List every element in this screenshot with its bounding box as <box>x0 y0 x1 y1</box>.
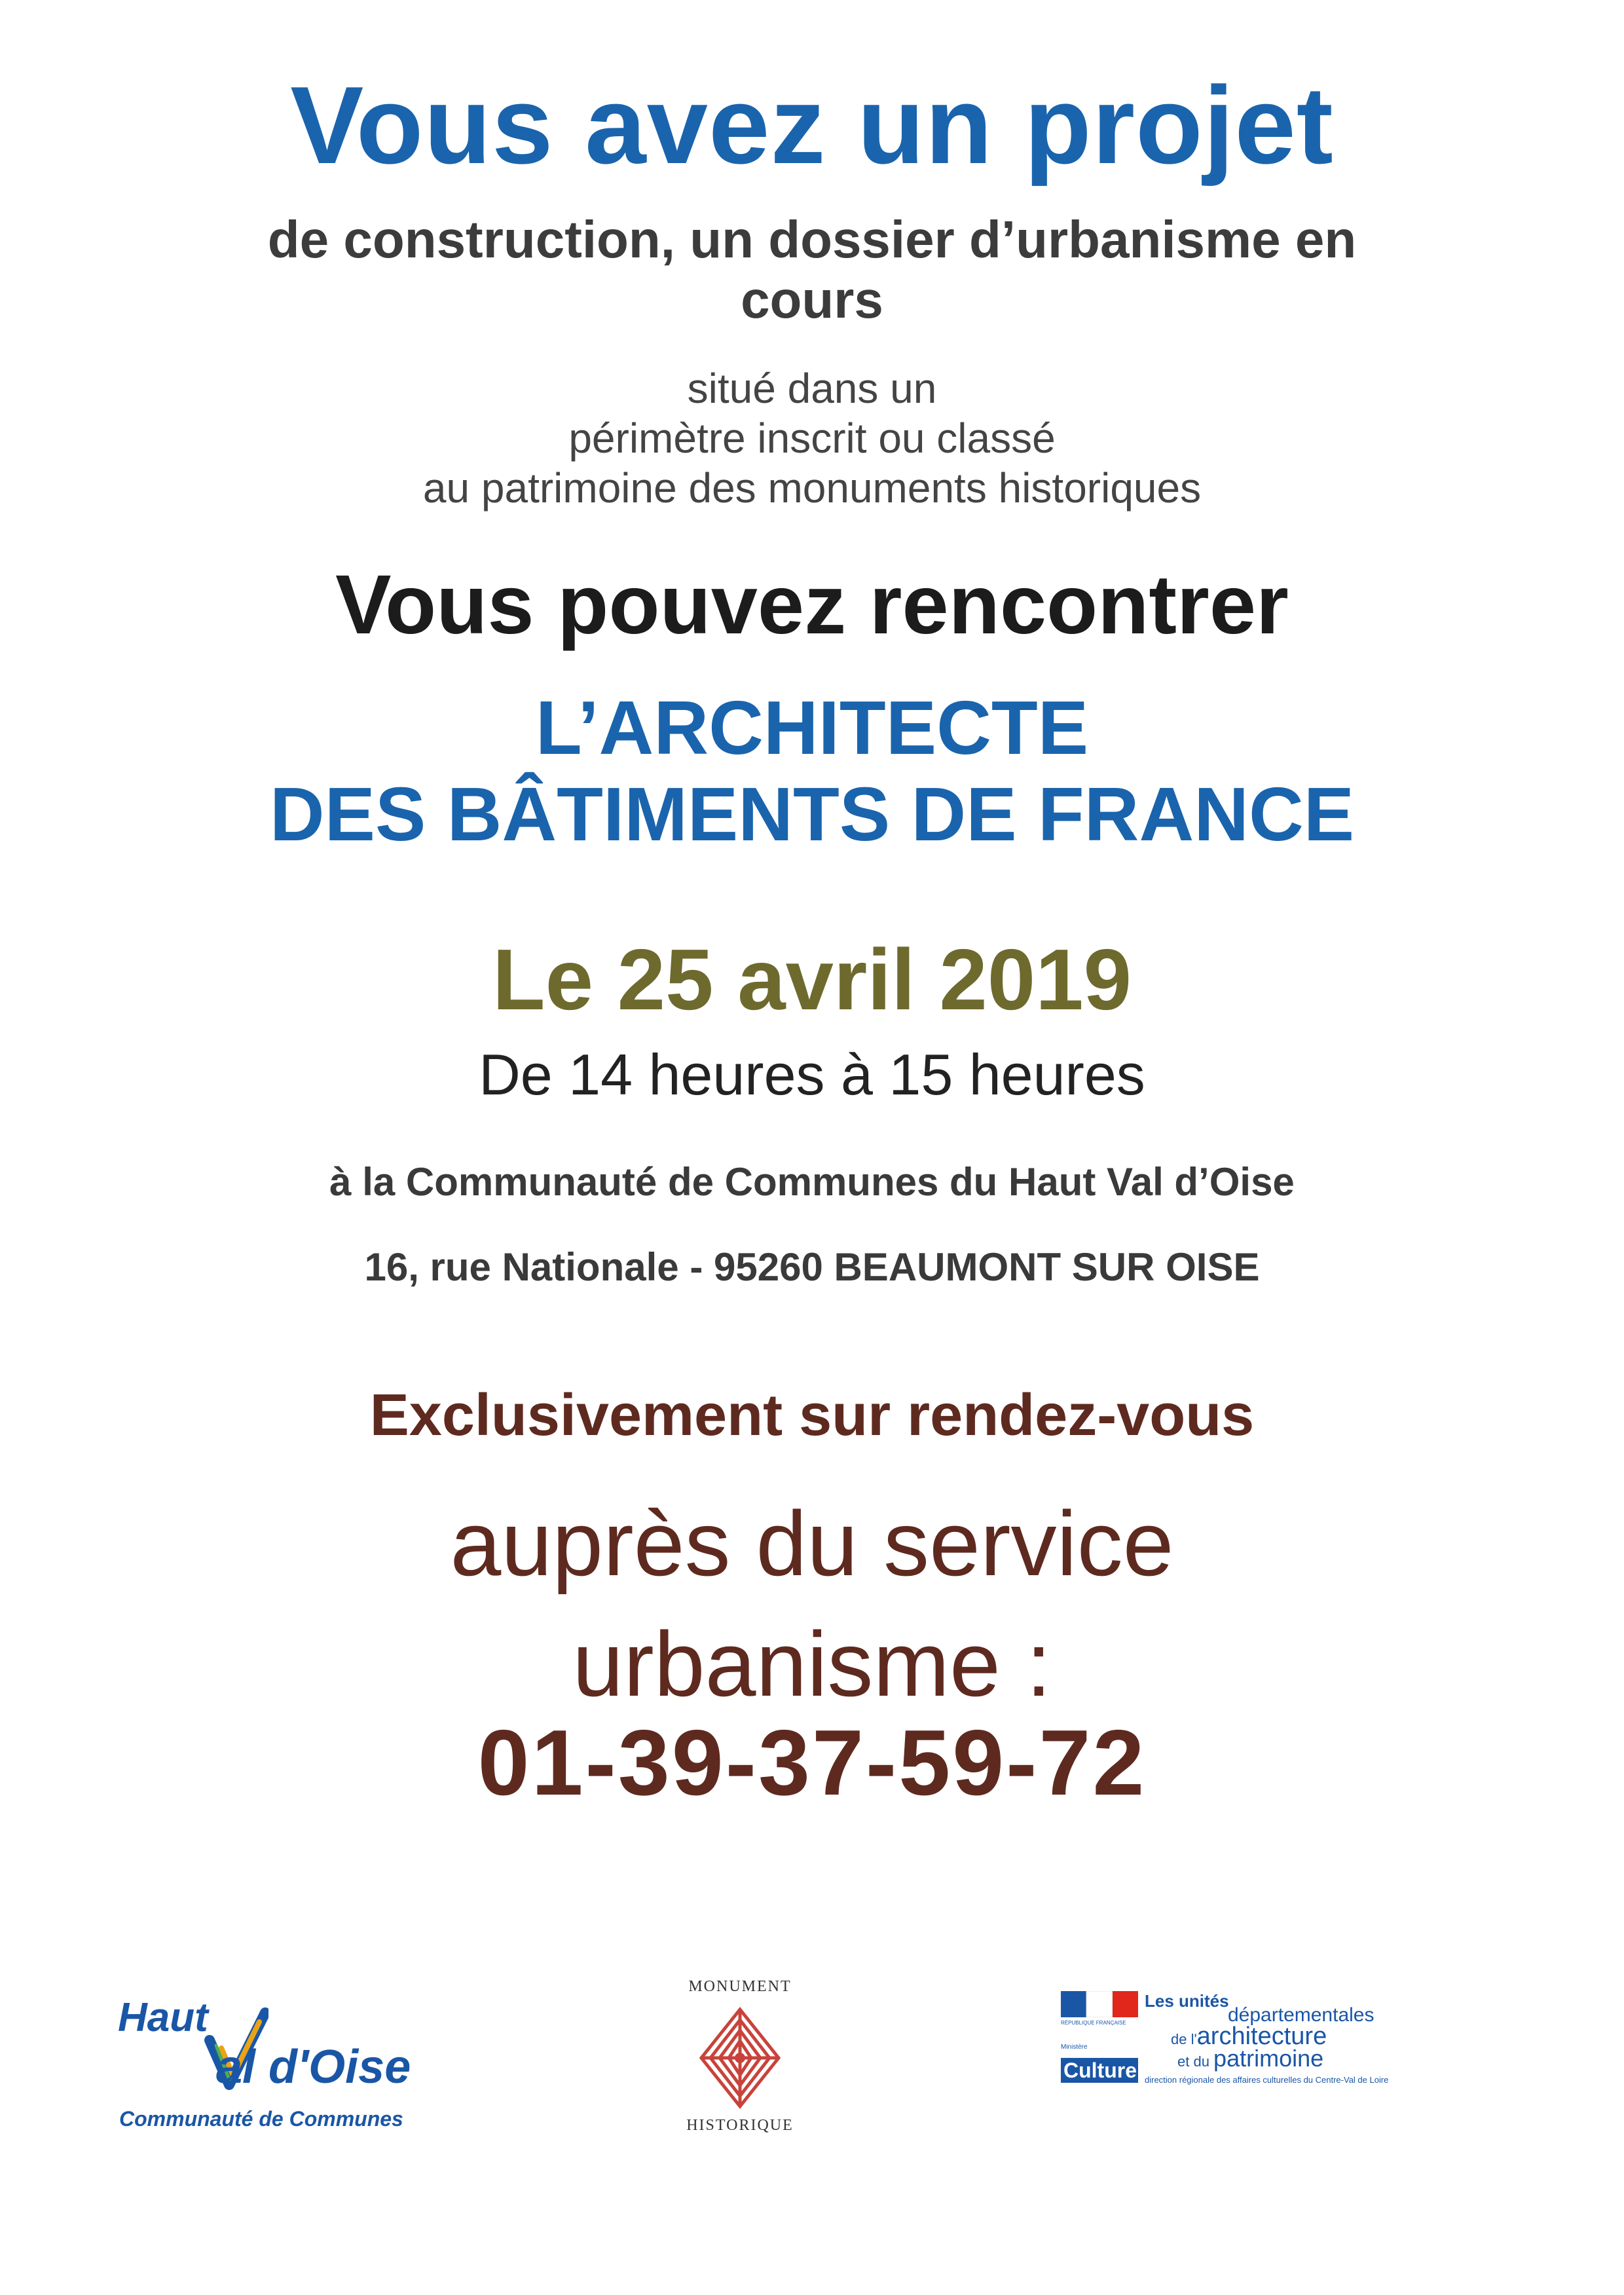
udap-line-3-word: architecture <box>1196 2023 1327 2050</box>
monument-historique-logo <box>674 1978 805 2135</box>
address-line-1: à la Communauté de Communes du Haut Val d’Oise <box>329 1160 1295 1204</box>
event-time: De 14 heures à 15 heures <box>479 1042 1145 1107</box>
appointment-notice: Exclusivement sur rendez-vous <box>369 1383 1255 1448</box>
service-text <box>0 1483 1624 1725</box>
meet-heading: Vous pouvez rencontrer <box>335 558 1289 652</box>
udap-logo <box>1061 1991 1519 2122</box>
udap-ministry-text: Ministère <box>1061 2043 1088 2051</box>
subhead-line-2: cours <box>741 271 883 329</box>
phone-number: 01-39-37-59-72 <box>477 1711 1147 1815</box>
french-flag-icon <box>1061 1991 1138 2017</box>
service-line-1: auprès du service <box>450 1492 1174 1595</box>
udap-line-5: direction régionale des affaires culturelles du Centre-Val de Loire <box>1145 2075 1389 2085</box>
headline: Vous avez un projet <box>290 64 1334 187</box>
udap-line-3-prefix: de l' <box>1171 2031 1197 2047</box>
architect-line-1: L’ARCHITECTE <box>535 685 1089 770</box>
udap-line-1: Les unités <box>1145 1991 1229 2011</box>
location-note-line-3: au patrimoine des monuments historiques <box>422 464 1202 512</box>
logo-hvo-word-valdoise: al d'Oise <box>216 2041 411 2093</box>
logo-mh-bottom-text: HISTORIQUE <box>686 2117 794 2134</box>
logo-mh-top-text: MONUMENT <box>688 1978 792 1995</box>
udap-culture-label: Culture <box>1061 2058 1138 2083</box>
labyrinth-icon <box>697 2006 783 2110</box>
location-note <box>0 364 1624 513</box>
location-note-line-1: situé dans un <box>687 365 937 412</box>
architect-title <box>0 684 1624 857</box>
haut-val-doise-logo <box>118 1994 485 2131</box>
service-line-2: urbanisme : <box>572 1613 1052 1715</box>
udap-line-4-prefix: et du <box>1177 2053 1214 2070</box>
subhead-line-1: de construction, un dossier d’urbanisme en <box>267 210 1357 269</box>
location-note-line-2: périmètre inscrit ou classé <box>568 415 1056 462</box>
architect-line-2: DES BÂTIMENTS DE FRANCE <box>269 772 1355 857</box>
udap-line-4 <box>1177 2045 1323 2072</box>
udap-line-4-word: patrimoine <box>1213 2045 1324 2072</box>
event-date: Le 25 avril 2019 <box>492 931 1132 1028</box>
logo-hvo-tagline: Communauté de Communes <box>119 2107 403 2131</box>
address-line-2: 16, rue Nationale - 95260 BEAUMONT SUR OISE <box>364 1245 1260 1289</box>
subhead <box>0 210 1624 330</box>
udap-line-2: départementales <box>1228 2004 1375 2026</box>
logo-hvo-word-haut: Haut <box>118 1995 208 2040</box>
udap-republic-text: RÉPUBLIQUE FRANÇAISE <box>1061 2020 1126 2026</box>
